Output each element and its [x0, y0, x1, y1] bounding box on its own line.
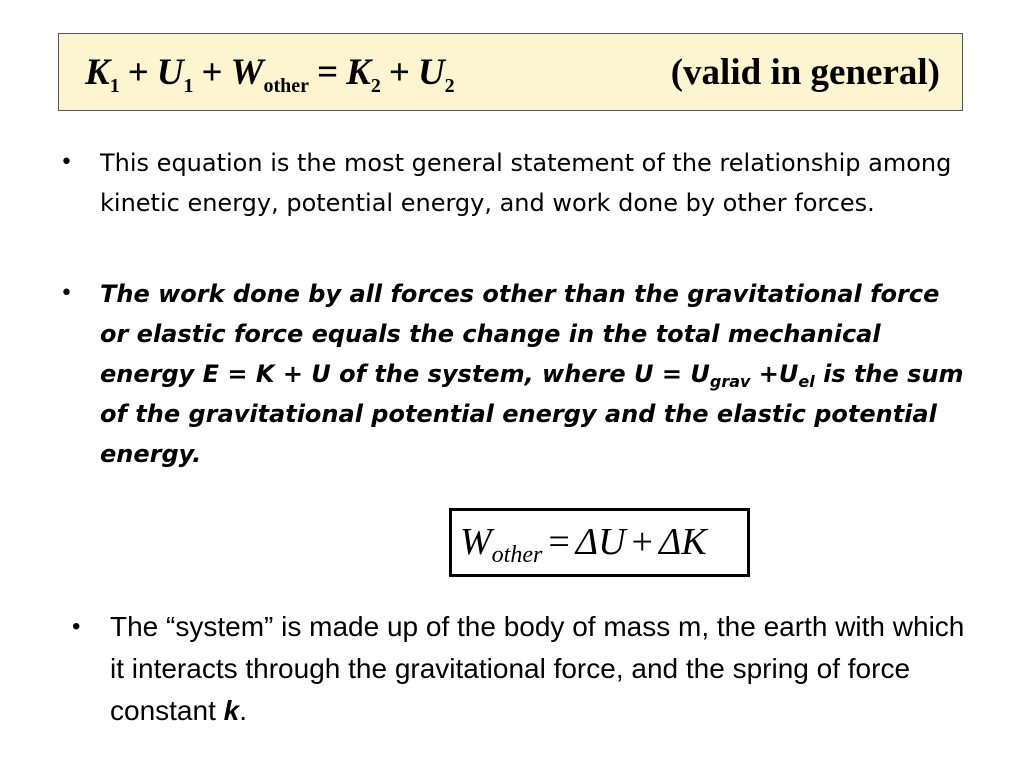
- k2-symbol: K: [346, 52, 371, 93]
- bullet-text-part: .: [239, 695, 247, 726]
- w-other-subscript: other: [491, 542, 543, 568]
- k1-symbol: K: [85, 52, 110, 93]
- equals-sign: =: [317, 52, 339, 93]
- bullet-text: This equation is the most general statement of the relationship among kinetic energy, potential energy, and work done by other forces.: [100, 149, 952, 217]
- bullet-marker: •: [60, 281, 73, 306]
- bullet-system-definition: [72, 606, 972, 732]
- w-other-subscript: other: [263, 75, 310, 97]
- plus-sign: +: [631, 521, 653, 563]
- general-energy-equation: [85, 34, 455, 112]
- bullet-text-part: is the sum of the gravitational potential energy and the elastic potential energy.: [100, 360, 964, 468]
- u1-subscript: 1: [183, 75, 194, 97]
- validity-note: (valid in general): [670, 52, 940, 93]
- delta-u-term: ΔU: [575, 521, 626, 563]
- w-other-symbol: W: [230, 52, 264, 93]
- bullet-marker: •: [60, 150, 73, 175]
- bullet-text-part: +U: [750, 360, 799, 388]
- bullet-general-statement: [60, 143, 970, 223]
- u1-symbol: U: [156, 52, 184, 93]
- bullet-text-part: The work done by all forces other than the gravitational force or elastic force equals the change in the total mechanical energy E = K + U of the system, where U = U: [100, 280, 940, 388]
- plus-sign: +: [201, 52, 223, 93]
- delta-k-term: ΔK: [658, 521, 707, 563]
- bullet-text-part: The “system” is made up of the body of mass m, the earth with which it interacts through the gravitational force, and the spring of force constant: [110, 611, 965, 726]
- equals-sign: =: [548, 521, 570, 563]
- k2-subscript: 2: [370, 75, 381, 97]
- bullet-work-energy-statement: [60, 274, 970, 474]
- bullet-text: [60, 274, 970, 474]
- general-energy-equation-banner: [58, 33, 963, 111]
- force-constant-k: k: [223, 695, 240, 726]
- plus-sign: +: [127, 52, 149, 93]
- bullet-text: [72, 606, 972, 732]
- work-energy-boxed-equation: [449, 508, 750, 577]
- k1-subscript: 1: [109, 75, 120, 97]
- u2-subscript: 2: [444, 75, 455, 97]
- u2-symbol: U: [417, 52, 445, 93]
- plus-sign: +: [388, 52, 410, 93]
- w-symbol: W: [460, 521, 492, 563]
- bullet-marker: •: [72, 613, 81, 640]
- grav-subscript: grav: [709, 372, 751, 391]
- el-subscript: el: [798, 372, 815, 391]
